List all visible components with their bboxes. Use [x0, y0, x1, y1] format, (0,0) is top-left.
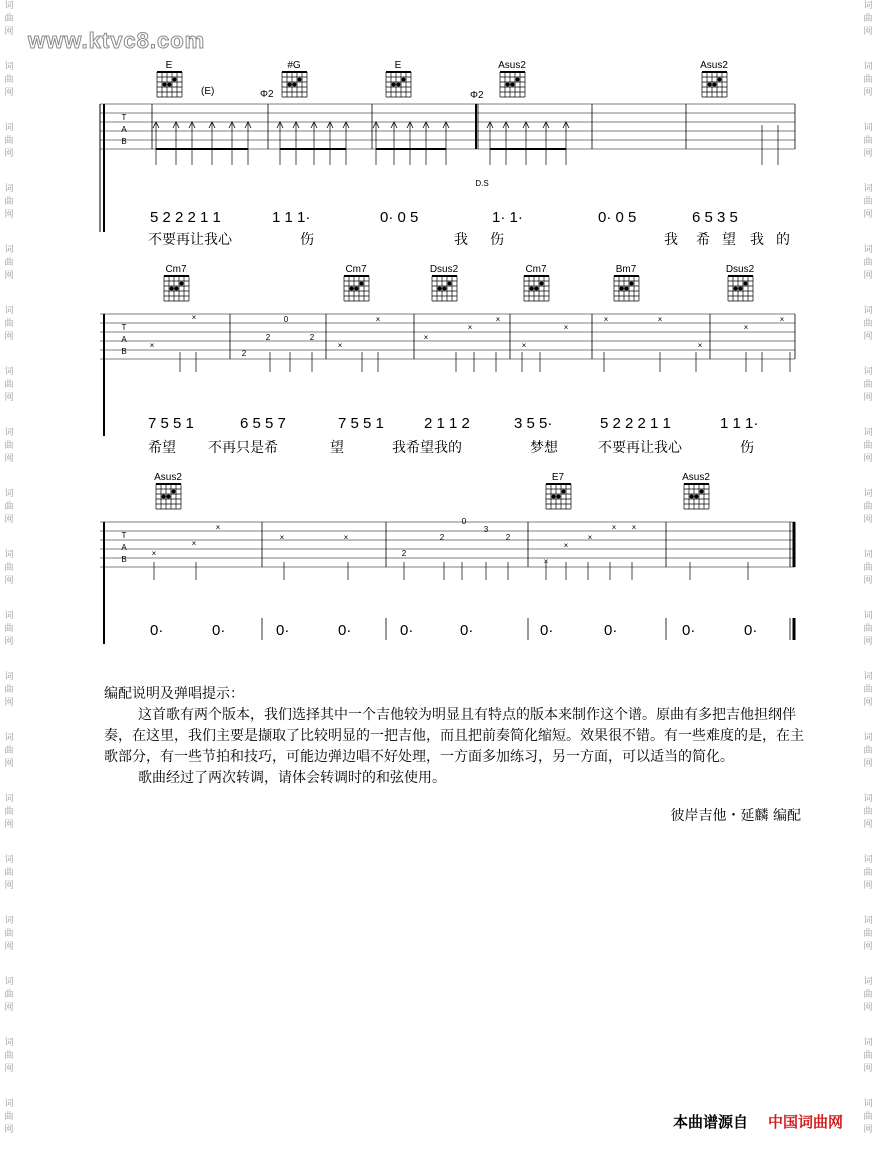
tab-clef-b: B — [121, 137, 127, 146]
tab-fret: 0 — [283, 315, 289, 324]
finger-dot — [739, 287, 743, 291]
finger-dot — [438, 287, 442, 291]
finger-dot — [293, 83, 297, 87]
chord-diagram-e2: E — [394, 60, 402, 71]
finger-dot — [718, 78, 722, 82]
side-stamp: 词 曲 网 — [4, 794, 14, 830]
side-stamp: 词 曲 网 — [863, 428, 873, 464]
jianpu-measure: 0· 0 5 — [598, 209, 637, 226]
finger-dot — [397, 83, 401, 87]
side-stamp: 词 曲 网 — [4, 245, 14, 281]
side-stamp: 词 曲 网 — [863, 184, 873, 220]
finger-dot — [288, 83, 292, 87]
tab-fret: × — [495, 315, 501, 324]
side-stamp: 词 曲 网 — [863, 794, 873, 830]
tab-clef-t: T — [121, 323, 127, 332]
jianpu-measure: 1 1 1· — [720, 415, 759, 432]
tab-fret: × — [631, 523, 637, 532]
tab-fret: × — [467, 323, 473, 332]
jianpu-measure: 5 2 2 2 1 1 — [150, 209, 221, 226]
side-stamp: 词 曲 网 — [863, 611, 873, 647]
tab-clef-a: A — [121, 543, 127, 552]
finger-dot — [402, 78, 406, 82]
finger-dot — [167, 495, 171, 499]
side-stamp: 词 曲 网 — [863, 367, 873, 403]
source-label: 本曲谱源自 — [672, 1113, 748, 1131]
side-stamp: 词 曲 网 — [4, 1099, 14, 1135]
chord-diagram-asus2-4: Asus2 — [682, 472, 710, 483]
lyric: 我 — [750, 232, 764, 248]
finger-dot — [552, 495, 556, 499]
chord-diagram-asus2-2: Asus2 — [700, 60, 728, 71]
finger-dot — [355, 287, 359, 291]
side-stamp: 词 曲 网 — [863, 489, 873, 525]
jianpu-measure: 6 5 3 5 — [692, 209, 738, 226]
tab-fret: × — [611, 523, 617, 532]
tab-fret: × — [743, 323, 749, 332]
chord-diagram-asus2-3: Asus2 — [154, 472, 182, 483]
side-stamp: 词 曲 网 — [863, 1, 873, 37]
chord-diagram-dsus2: Dsus2 — [429, 264, 459, 275]
lyric: 我 — [664, 232, 678, 248]
tab-fret: 0 — [461, 517, 467, 526]
notes-heading: 编配说明及弹唱提示： — [104, 686, 244, 702]
finger-dot — [540, 282, 544, 286]
finger-dot — [506, 83, 510, 87]
capo-mark-2: Φ2 — [470, 90, 484, 101]
tab-fret: × — [343, 533, 349, 542]
finger-dot — [708, 83, 712, 87]
finger-dot — [298, 78, 302, 82]
tab-fret: × — [151, 549, 157, 558]
side-stamp: 词 曲 网 — [863, 123, 873, 159]
finger-dot — [511, 83, 515, 87]
finger-dot — [530, 287, 534, 291]
side-stamp: 词 曲 网 — [863, 916, 873, 952]
tab-fret: × — [543, 557, 549, 566]
tab-clef-a: A — [121, 125, 127, 134]
lyric: 伤 — [300, 232, 314, 248]
lyric: 我 — [454, 232, 468, 248]
tab-fret: 2 — [439, 533, 445, 542]
chord-diagram-cm7-3: Cm7 — [525, 264, 547, 275]
side-stamp: 词 曲 网 — [863, 672, 873, 708]
jianpu-measure: 0· — [744, 622, 758, 639]
side-stamp: 词 曲 网 — [4, 611, 14, 647]
finger-dot — [620, 287, 624, 291]
lyric: 不要再让我心 — [148, 232, 232, 248]
side-stamp: 词 曲 网 — [863, 977, 873, 1013]
jianpu-measure: 0· — [212, 622, 226, 639]
lyric: 希望 — [148, 440, 176, 456]
finger-dot — [744, 282, 748, 286]
tab-fret: 2 — [401, 549, 407, 558]
finger-dot — [180, 282, 184, 286]
chord-label-e-open: (E) — [201, 86, 215, 97]
lyric: 的 — [776, 232, 790, 248]
side-stamp: 词 曲 网 — [863, 62, 873, 98]
side-stamp: 词 曲 网 — [4, 672, 14, 708]
lyric: 伤 — [740, 440, 754, 456]
arranger-credit: 彼岸吉他・延麟 编配 — [670, 808, 801, 824]
tab-clef-t: T — [121, 531, 127, 540]
tab-fret: × — [603, 315, 609, 324]
side-stamp: 词 曲 网 — [863, 1038, 873, 1074]
side-stamp: 词 曲 网 — [4, 855, 14, 891]
side-stamp: 词 曲 网 — [4, 1038, 14, 1074]
side-stamp: 词 曲 网 — [4, 916, 14, 952]
lyric: 不要再让我心 — [598, 440, 682, 456]
side-stamp: 词 曲 网 — [4, 733, 14, 769]
jianpu-measure: 0· — [150, 622, 164, 639]
jianpu-measure: 0· — [400, 622, 414, 639]
chord-diagram-dsus2-2: Dsus2 — [725, 264, 755, 275]
finger-dot — [695, 495, 699, 499]
tab-fret: × — [279, 533, 285, 542]
side-stamp: 词 曲 网 — [4, 428, 14, 464]
jianpu-measure: 0· — [338, 622, 352, 639]
lyric: 望 — [330, 440, 344, 456]
finger-dot — [360, 282, 364, 286]
source-footer — [673, 1111, 843, 1132]
jianpu-measure: 0· — [460, 622, 474, 639]
side-stamp: 词 曲 网 — [4, 123, 14, 159]
tab-fret: × — [191, 539, 197, 548]
tab-fret: 3 — [483, 525, 489, 534]
finger-dot — [170, 287, 174, 291]
tab-clef-a: A — [121, 335, 127, 344]
jianpu-measure: 0· — [682, 622, 696, 639]
finger-dot — [448, 282, 452, 286]
tab-fret: × — [587, 533, 593, 542]
finger-dot — [690, 495, 694, 499]
finger-dot — [163, 83, 167, 87]
jianpu-measure: 1· 1· — [492, 209, 523, 226]
lyric: 我希望我的 — [392, 440, 462, 456]
lyric: 不再只是希 — [208, 440, 278, 456]
lyric: 希 — [696, 232, 710, 248]
chord-diagram-e: E — [165, 60, 173, 71]
lyric: 望 — [722, 232, 736, 248]
finger-dot — [172, 490, 176, 494]
tab-fret: × — [697, 341, 703, 350]
capo-mark-1: Φ2 — [260, 89, 274, 100]
finger-dot — [557, 495, 561, 499]
side-stamp: 词 曲 网 — [4, 1, 14, 37]
finger-dot — [516, 78, 520, 82]
notes-paragraph-1: 这首歌有两个版本，我们选择其中一个吉他较为明显且有特点的版本来制作这个谱。原曲有多把吉他担纲伴奏，在这里，我们主要是撷取了比较明显的一把吉他，而且把前奏简化缩短。效果很不错。有一些难度的是，在主歌部分，有一些节拍和技巧，可能边弹边唱不好处理，一方面多加练习，另一方面，可以适当的简化。 — [104, 707, 804, 765]
tab-fret: × — [191, 313, 197, 322]
jianpu-measure: 7 5 5 1 — [148, 415, 194, 432]
tab-fret: × — [149, 341, 155, 350]
tab-fret: × — [215, 523, 221, 532]
side-stamp: 词 曲 网 — [4, 550, 14, 586]
finger-dot — [625, 287, 629, 291]
tab-fret: × — [521, 341, 527, 350]
tab-fret: × — [375, 315, 381, 324]
finger-dot — [535, 287, 539, 291]
tab-fret: × — [563, 323, 569, 332]
side-stamp: 词 曲 网 — [4, 977, 14, 1013]
tab-fret: × — [423, 333, 429, 342]
chord-diagram-g: #G — [287, 60, 301, 71]
side-stamp: 词 曲 网 — [4, 184, 14, 220]
jianpu-measure: 7 5 5 1 — [338, 415, 384, 432]
tab-fret: 2 — [505, 533, 511, 542]
side-stamp: 词 曲 网 — [863, 733, 873, 769]
side-stamp: 词 曲 网 — [863, 550, 873, 586]
finger-dot — [713, 83, 717, 87]
side-stamp: 词 曲 网 — [863, 855, 873, 891]
jianpu-measure: 0· 0 5 — [380, 209, 419, 226]
tab-fret: 2 — [265, 333, 271, 342]
finger-dot — [175, 287, 179, 291]
tab-fret: × — [779, 315, 785, 324]
chord-diagram-cm7-2: Cm7 — [345, 264, 367, 275]
tab-fret: × — [337, 341, 343, 350]
jianpu-measure: 1 1 1· — [272, 209, 311, 226]
ds-marking: D.S — [475, 179, 489, 188]
lyric: 梦想 — [530, 440, 558, 456]
tab-fret: × — [657, 315, 663, 324]
lyric: 伤 — [490, 232, 504, 248]
arrangement-notes — [104, 684, 804, 789]
finger-dot — [700, 490, 704, 494]
jianpu-measure: 2 1 1 2 — [424, 415, 470, 432]
jianpu-measure: 0· — [604, 622, 618, 639]
finger-dot — [443, 287, 447, 291]
chord-diagram-asus2: Asus2 — [498, 60, 526, 71]
finger-dot — [630, 282, 634, 286]
jianpu-measure: 0· — [276, 622, 290, 639]
notes-paragraph-2: 歌曲经过了两次转调，请体会转调时的和弦使用。 — [138, 770, 446, 786]
tab-clef-b: B — [121, 347, 127, 356]
site-watermark: www.ktvc8.com — [28, 28, 206, 53]
side-stamp: 词 曲 网 — [4, 367, 14, 403]
side-stamp: 词 曲 网 — [4, 489, 14, 525]
tab-fret: × — [563, 541, 569, 550]
side-stamp: 词 曲 网 — [4, 306, 14, 342]
chord-diagram-e7: E7 — [551, 472, 565, 483]
finger-dot — [734, 287, 738, 291]
finger-dot — [162, 495, 166, 499]
side-stamp: 词 曲 网 — [863, 1099, 873, 1135]
finger-dot — [168, 83, 172, 87]
chord-diagram-cm7: Cm7 — [165, 264, 187, 275]
finger-dot — [562, 490, 566, 494]
tab-fret: 2 — [241, 349, 247, 358]
tab-clef-b: B — [121, 555, 127, 564]
tab-fret: 2 — [309, 333, 315, 342]
side-stamp: 词 曲 网 — [863, 245, 873, 281]
jianpu-measure: 6 5 5 7 — [240, 415, 286, 432]
source-brand: 中国词曲网 — [767, 1113, 843, 1131]
side-stamp: 词 曲 网 — [4, 62, 14, 98]
finger-dot — [392, 83, 396, 87]
side-stamp: 词 曲 网 — [863, 306, 873, 342]
finger-dot — [173, 78, 177, 82]
tab-clef-t: T — [121, 113, 127, 122]
jianpu-measure: 0· — [540, 622, 554, 639]
chord-diagram-bm7: Bm7 — [615, 264, 637, 275]
finger-dot — [350, 287, 354, 291]
jianpu-measure: 3 5 5· — [514, 415, 553, 432]
jianpu-measure: 5 2 2 2 1 1 — [600, 415, 671, 432]
